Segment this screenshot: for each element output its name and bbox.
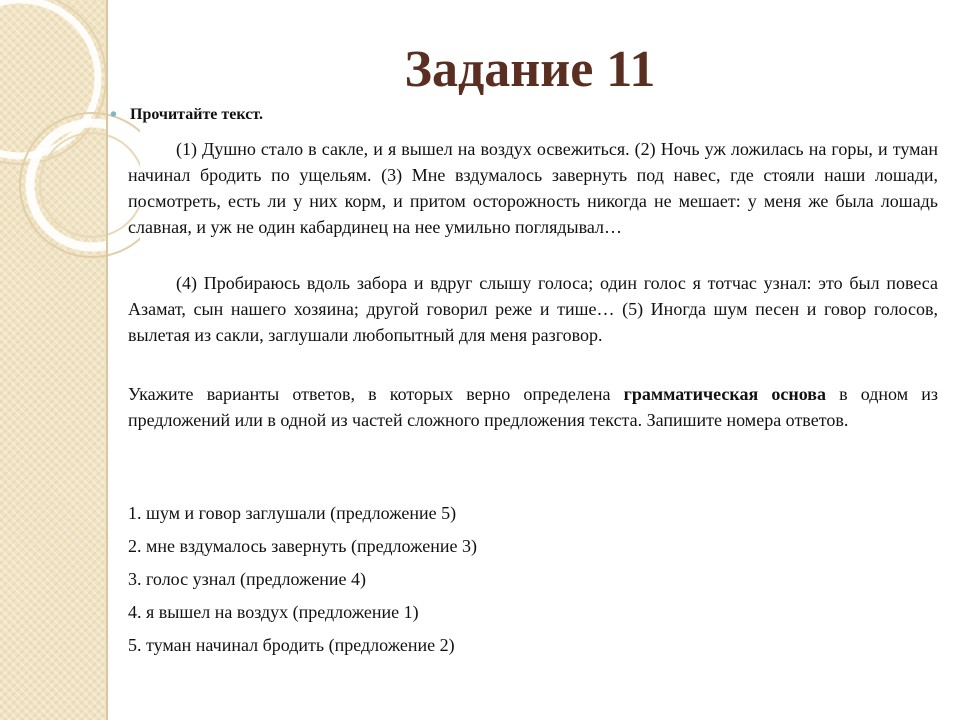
page-title: Задание 11 [404, 41, 656, 98]
intro-line [110, 104, 263, 126]
answer-option-5: 5. туман начинал бродить (предложение 2) [128, 635, 455, 655]
answer-option-2: 2. мне вздумалось завернуть (предложение 3) [128, 536, 477, 556]
answer-option-1: 1. шум и говор заглушали (предложение 5) [128, 503, 457, 523]
intro-text: Прочитайте текст. [130, 106, 263, 123]
task-text-bold: грамматическая основа [623, 384, 826, 404]
text-paragraph-1: (1) Душно стало в сакле, и я вышел на воздух освежиться. (2) Ночь уж ложилась на горы, и туман начинал бродить по ущельям. (3) Мне вздумалось завернуть под навес, где стояли наши лошади, посмотреть, есть ли у них корм, и притом осторожность никогда не мешает: у меня же была лошадь славная, и уж не один кабардинец на нее умильно поглядывал… [128, 139, 938, 237]
task-text-before: Укажите варианты ответов, в которых верно определена [128, 384, 624, 404]
answer-option-4: 4. я вышел на воздух (предложение 1) [128, 602, 419, 622]
task-instructions [128, 381, 938, 433]
decorative-circles [0, 0, 140, 320]
bullet-icon: • [110, 104, 118, 126]
text-paragraph-2: (4) Пробираюсь вдоль забора и вдруг слышу голоса; один голос я тотчас узнал: это был повеса Азамат, сын нашего хозяина; другой говорил реже и тише… (5) Иногда шум песен и говор голосов, вылетая из сакли, заглушали любопытный для меня разговор. [128, 273, 938, 345]
answer-option-3: 3. голос узнал (предложение 4) [128, 569, 366, 589]
band-edge-line [106, 0, 108, 720]
task-text-after: в одном из предложений или в одной из частей сложного предложения текста. Запишите номера ответов. [128, 384, 938, 430]
answer-options [128, 500, 477, 665]
